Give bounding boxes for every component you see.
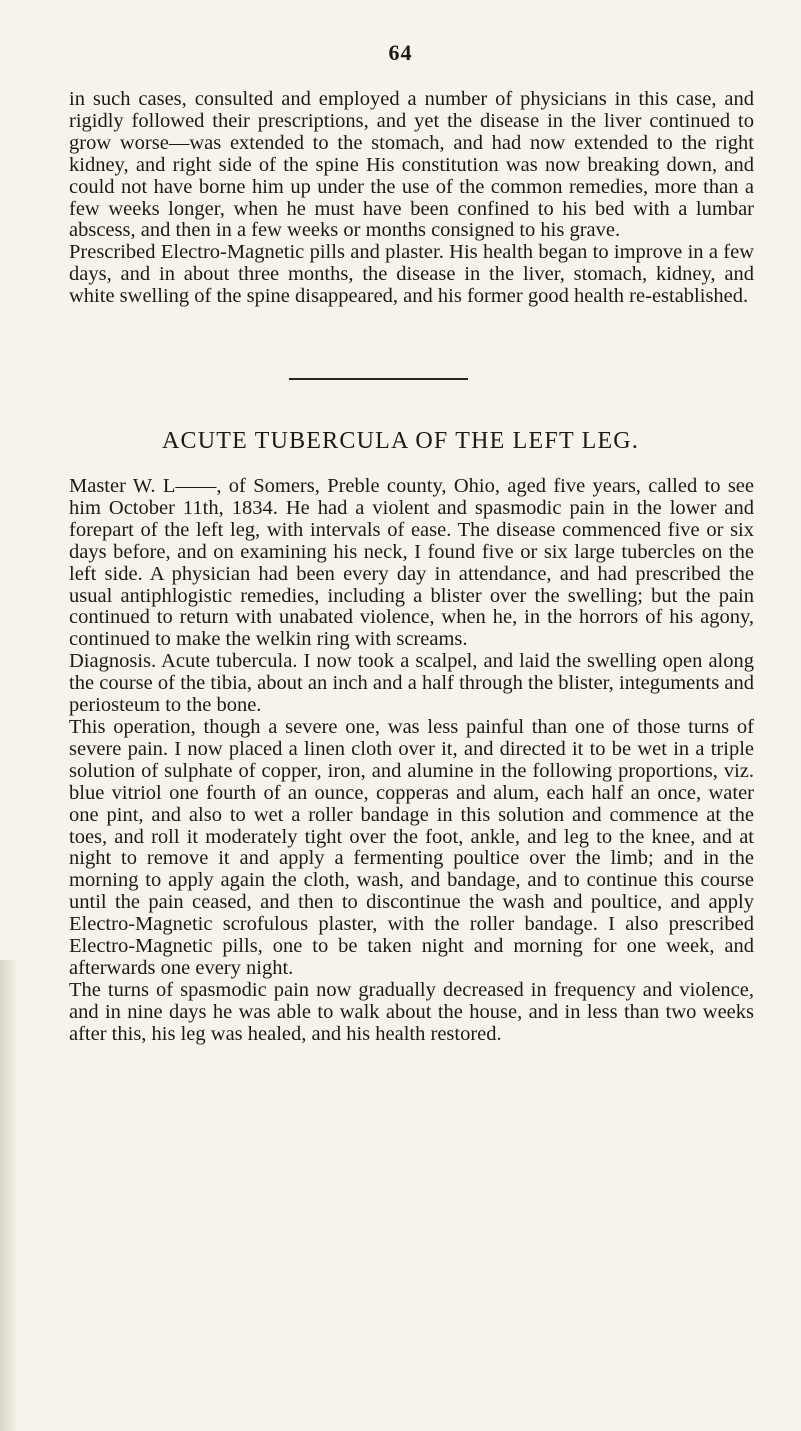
- paragraph: in such cases, consulted and employed a number of physicians in this case, and rigidly followed their prescriptions, and yet the disease in the liver continued to grow worse—was extended to the stomach, and had now extended to the right kidney, and right side of the spine His constitution was now breaking down, and could not have borne him up under the use of the common remedies, more than a few weeks longer, when he must have been confined to his bed with a lumbar abscess, and then in a few weeks or months consigned to his grave.: [69, 88, 754, 242]
- section-divider: [289, 378, 468, 380]
- page-edge-shadow: [0, 960, 18, 1431]
- paragraph: Prescribed Electro-Magnetic pills and plaster. His health began to improve in a few days, and in about three months, the disease in the liver, stomach, kidney, and white swelling of the spine disappeared, and his former good health re-established.: [69, 241, 754, 308]
- top-text-block: [69, 89, 754, 308]
- paragraph: Diagnosis. Acute tubercula. I now took a scalpel, and laid the swelling open along the course of the tibia, about an inch and a half through the blister, integuments and periosteum to the bone.: [69, 650, 754, 717]
- paragraph: Master W. L——, of Somers, Preble county, Ohio, aged five years, called to see him October 11th, 1834. He had a violent and spasmodic pain in the lower and forepart of the left leg, with intervals of ease. The disease commenced five or six days before, and on examining his neck, I found five or six large tubercles on the left side. A physician had been every day in attendance, and had prescribed the usual antiphlogistic remedies, including a blister over the swelling; but the pain continued to return with unabated violence, when he, in the horrors of his agony, continued to make the welkin ring with screams.: [69, 475, 754, 651]
- section-heading: ACUTE TUBERCULA OF THE LEFT LEG.: [161, 428, 640, 454]
- bottom-text-block: [69, 476, 754, 1046]
- page-number: 64: [388, 40, 413, 65]
- paragraph: This operation, though a severe one, was less painful than one of those turns of severe pain. I now placed a linen cloth over it, and directed it to be wet in a triple solution of sulphate of copper, iron, and alumine in the following proportions, viz. blue vitriol one fourth of an ounce, copperas and alum, each half an once, water one pint, and also to wet a roller bandage in this solution and commence at the toes, and roll it moderately tight over the foot, ankle, and leg to the knee, and at night to remove it and apply a fermenting poultice over the limb; and in the morning to apply again the cloth, wash, and bandage, and to continue this course until the pain ceased, and then to discontinue the wash and poultice, and apply Electro-Magnetic scrofulous plaster, with the roller bandage. I also prescribed Electro-Magnetic pills, one to be taken night and morning for one week, and afterwards one every night.: [69, 715, 754, 979]
- paragraph: The turns of spasmodic pain now gradually decreased in frequency and violence, and in nine days he was able to walk about the house, and in less than two weeks after this, his leg was healed, and his health restored.: [69, 978, 754, 1045]
